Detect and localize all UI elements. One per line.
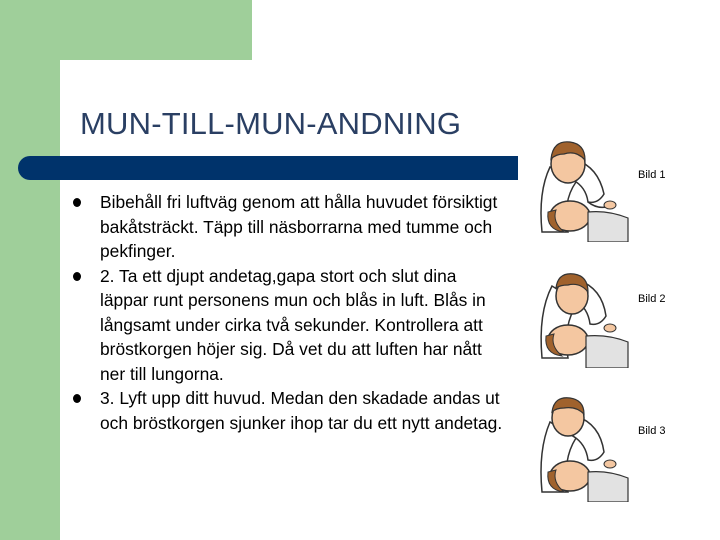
cpr-illustration-1 bbox=[528, 132, 678, 242]
bullet-dot-icon bbox=[73, 198, 81, 207]
left-green-band bbox=[0, 0, 60, 540]
bullet-item bbox=[73, 386, 503, 435]
cpr-illustration-3 bbox=[528, 392, 678, 502]
bullet-text: 3. Lyft upp ditt huvud. Medan den skadade andas ut och bröstkorgen sjunker ihop tar du ett nytt andetag. bbox=[100, 388, 503, 433]
bullet-item bbox=[73, 264, 503, 387]
bullet-item bbox=[73, 190, 503, 264]
bullet-dot-icon bbox=[73, 394, 81, 403]
bullet-list bbox=[73, 190, 503, 435]
top-green-band bbox=[0, 0, 252, 60]
bullet-text: 2. Ta ett djupt andetag,gapa stort och slut dina läppar runt personens mun och blås in luft. Blås in långsamt under cirka två sekunder. Kontrollera att bröstkorgen höjer sig. Då vet du att luften har nått ner till lungorna. bbox=[100, 265, 486, 384]
title-underline-bar bbox=[18, 156, 518, 180]
bullet-text: Bibehåll fri luftväg genom att hålla huvudet försiktigt bakåtsträckt. Täpp till näsborrarna med tumme och pekfinger. bbox=[100, 192, 498, 261]
bullet-dot-icon bbox=[73, 272, 81, 281]
victim-figure-icon bbox=[548, 201, 628, 242]
illustration-caption: Bild 1 bbox=[638, 169, 666, 181]
illustration-caption: Bild 3 bbox=[638, 425, 666, 437]
cpr-illustration-2 bbox=[528, 258, 678, 368]
victim-figure-icon bbox=[548, 461, 628, 502]
illustration-caption: Bild 2 bbox=[638, 293, 666, 305]
slide-title: MUN-TILL-MUN-ANDNING bbox=[80, 106, 462, 141]
victim-figure-icon bbox=[546, 325, 628, 368]
